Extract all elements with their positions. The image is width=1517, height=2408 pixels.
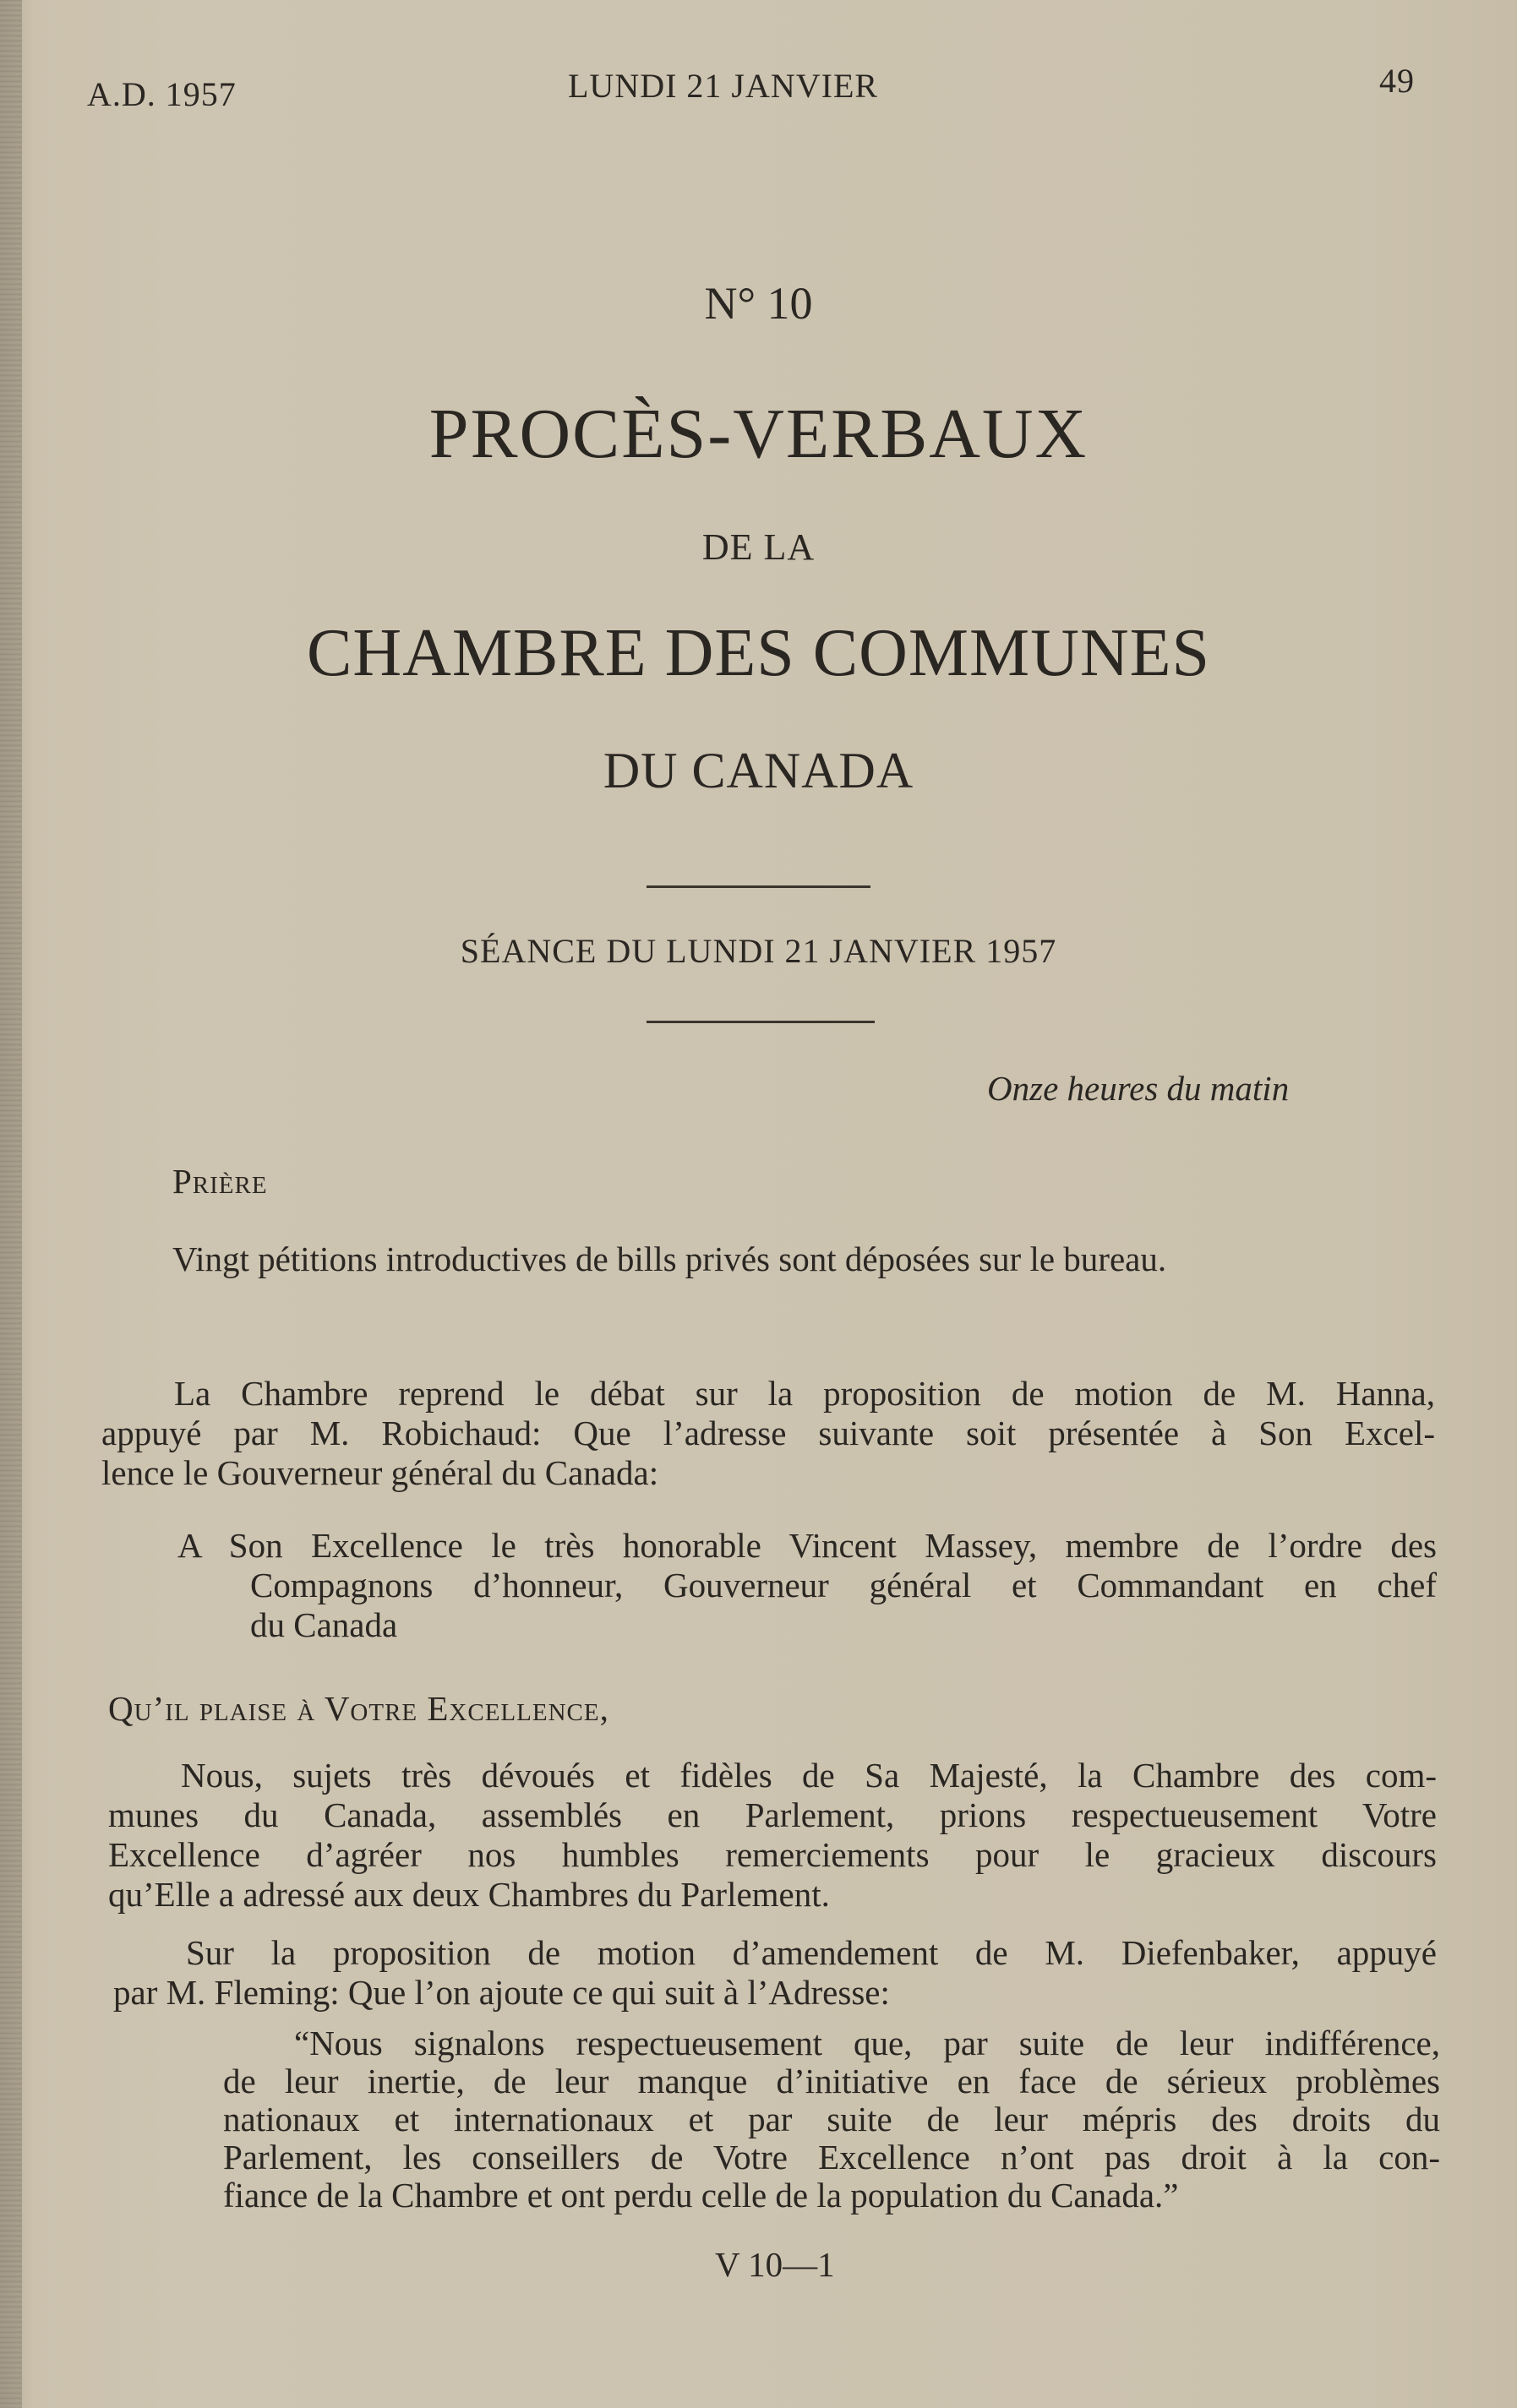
quote-line: de leur inertie, de leur manque d’initiative en face de sérieux problèmes — [223, 2062, 1440, 2100]
address-paragraph — [177, 1526, 1437, 1645]
debate-line: La Chambre reprend le débat sur la proposition de motion de M. Hanna, — [174, 1374, 1435, 1413]
title-chambre-des-communes: CHAMBRE DES COMMUNES — [306, 616, 1211, 690]
debate-paragraph — [101, 1374, 1435, 1493]
nous-paragraph — [108, 1756, 1437, 1915]
header-page-number: 49 — [1379, 62, 1415, 100]
amendment-paragraph — [113, 1933, 1437, 2013]
seance-heading: SÉANCE DU LUNDI 21 JANVIER 1957 — [460, 932, 1057, 970]
session-time: Onze heures du matin — [987, 1069, 1290, 1108]
address-line: Compagnons d’honneur, Gouverneur général et Commandant en chef — [250, 1566, 1437, 1604]
priere-heading: Prière — [172, 1162, 268, 1201]
petitions-paragraph: Vingt pétitions introductives de bills privés sont déposées sur le bureau. — [172, 1239, 1167, 1278]
debate-line: appuyé par M. Robichaud: Que l’adresse suivante soit présentée à Son Excel- — [101, 1414, 1435, 1452]
header-year: A.D. 1957 — [87, 75, 237, 113]
quote-line: fiance de la Chambre et ont perdu celle de la population du Canada.” — [223, 2176, 1179, 2215]
quote-line: Parlement, les conseillers de Votre Excellence n’ont pas droit à la con- — [223, 2138, 1440, 2176]
quote-line: “Nous signalons respectueusement que, par suite de leur indifférence, — [294, 2024, 1440, 2062]
nous-line: qu’Elle a adressé aux deux Chambres du Parlement. — [108, 1875, 830, 1914]
nous-line: Nous, sujets très dévoués et fidèles de Sa Majesté, la Chambre des com- — [181, 1756, 1437, 1795]
divider-bottom — [647, 1021, 875, 1023]
nous-line: munes du Canada, assemblés en Parlement, prions respectueusement Votre — [108, 1795, 1437, 1834]
address-line: A Son Excellence le très honorable Vincent Massey, membre de l’ordre des — [177, 1526, 1437, 1565]
debate-line: lence le Gouverneur général du Canada: — [101, 1453, 659, 1492]
address-line: du Canada — [250, 1605, 398, 1644]
title-de-la: DE LA — [701, 526, 816, 568]
issue-number: N° 10 — [704, 278, 813, 329]
title-du-canada: DU CANADA — [603, 743, 914, 798]
amendment-line: par M. Fleming: Que l’on ajoute ce qui suit à l’Adresse: — [113, 1973, 890, 2012]
title-proces-verbaux: PROCÈS-VERBAUX — [428, 395, 1089, 473]
salutation: Qu’il plaise à Votre Excellence, — [108, 1689, 609, 1728]
signature-mark: V 10—1 — [715, 2245, 835, 2284]
quote-paragraph — [223, 2024, 1440, 2215]
nous-line: Excellence d’agréer nos humbles remerciements pour le gracieux discours — [108, 1835, 1437, 1874]
header-date: LUNDI 21 JANVIER — [568, 67, 879, 105]
quote-line: nationaux et internationaux et par suite de leur mépris des droits du — [223, 2100, 1440, 2138]
binding-edge — [0, 0, 22, 2408]
divider-top — [647, 885, 870, 888]
amendment-line: Sur la proposition de motion d’amendement de M. Diefenbaker, appuyé — [186, 1933, 1437, 1972]
